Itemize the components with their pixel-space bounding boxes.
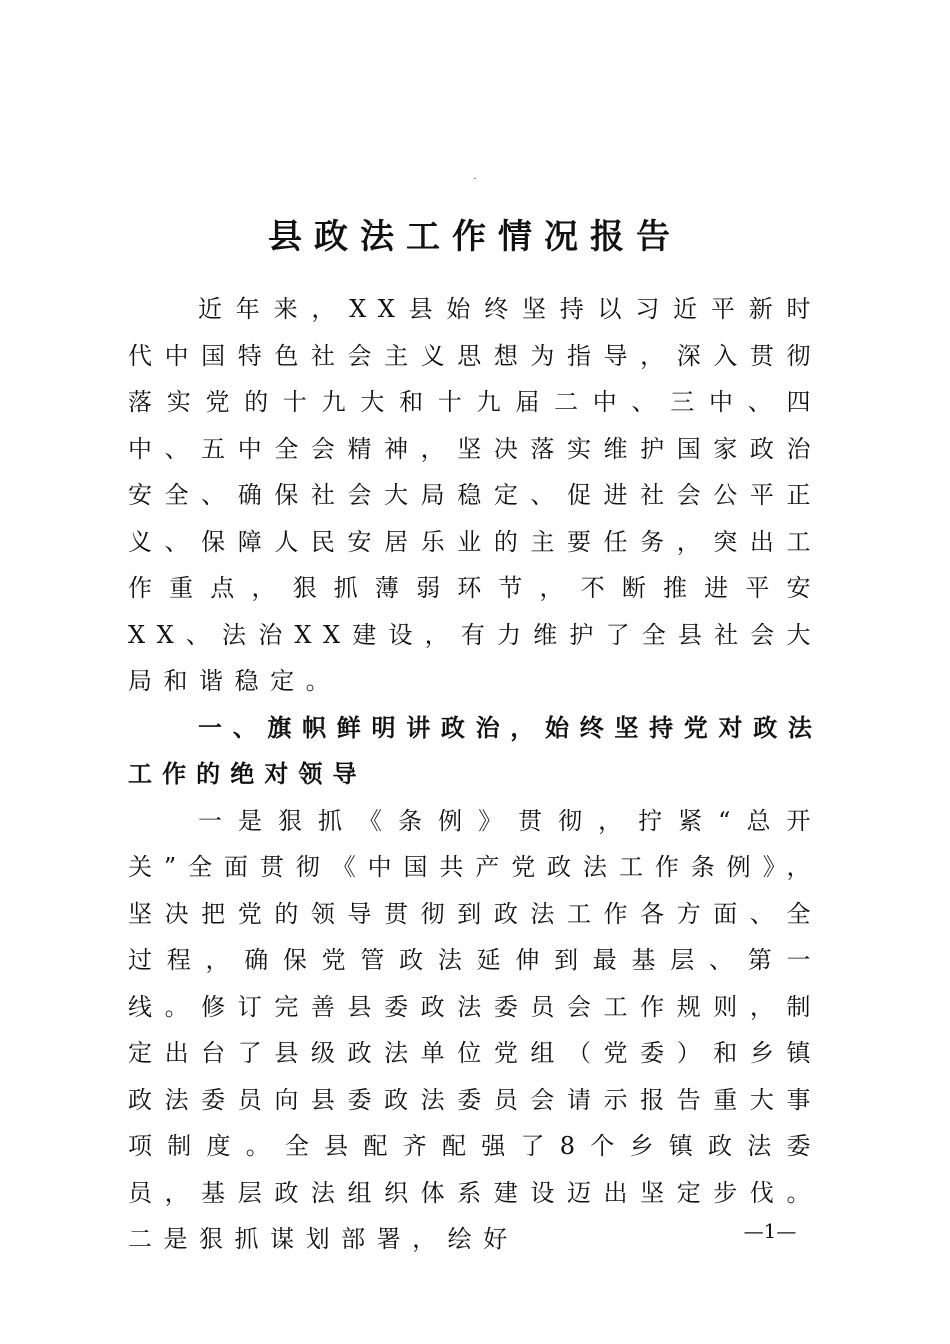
top-mark: . bbox=[473, 171, 477, 182]
paragraph-intro: 近年来，XX县始终坚持以习近平新时代中国特色社会主义思想为指导，深入贯彻落实党的十九大和十九届二中、三中、四中、五中全会精神，坚决落实维护国家政治安全、确保社会大局稳定、促进社会公平正义、保障人民安居乐业的主要任务，突出工作重点，狠抓薄弱环节，不断推进平安XX、法治XX建设，有力维护了全县社会大局和谐稳定。 bbox=[128, 295, 822, 695]
paragraph-section-1: 一是狠抓《条例》贯彻，拧紧“总开关”全面贯彻《中国共产党政法工作条例》，坚决把党的领导贯彻到政法工作各方面、全过程，确保党管政法延伸到最基层、第一线。修订完善县委政法委员会工作规则，制定出台了县级政法单位党组（党委）和乡镇政法委员向县委政法委员会请示报告重大事项制度。全县配齐配强了8个乡镇政法委员，基层政法组织体系建设迈出坚定步伐。二是狠抓谋划部署，绘好 bbox=[128, 806, 822, 1253]
section-heading-1: 一、旗帜鲜明讲政治，始终坚持党对政法工作的绝对领导 bbox=[128, 713, 822, 788]
page-title: 县政法工作情况报告 bbox=[268, 217, 682, 257]
page-number: —1— bbox=[743, 1219, 797, 1243]
document-body bbox=[128, 286, 822, 1263]
